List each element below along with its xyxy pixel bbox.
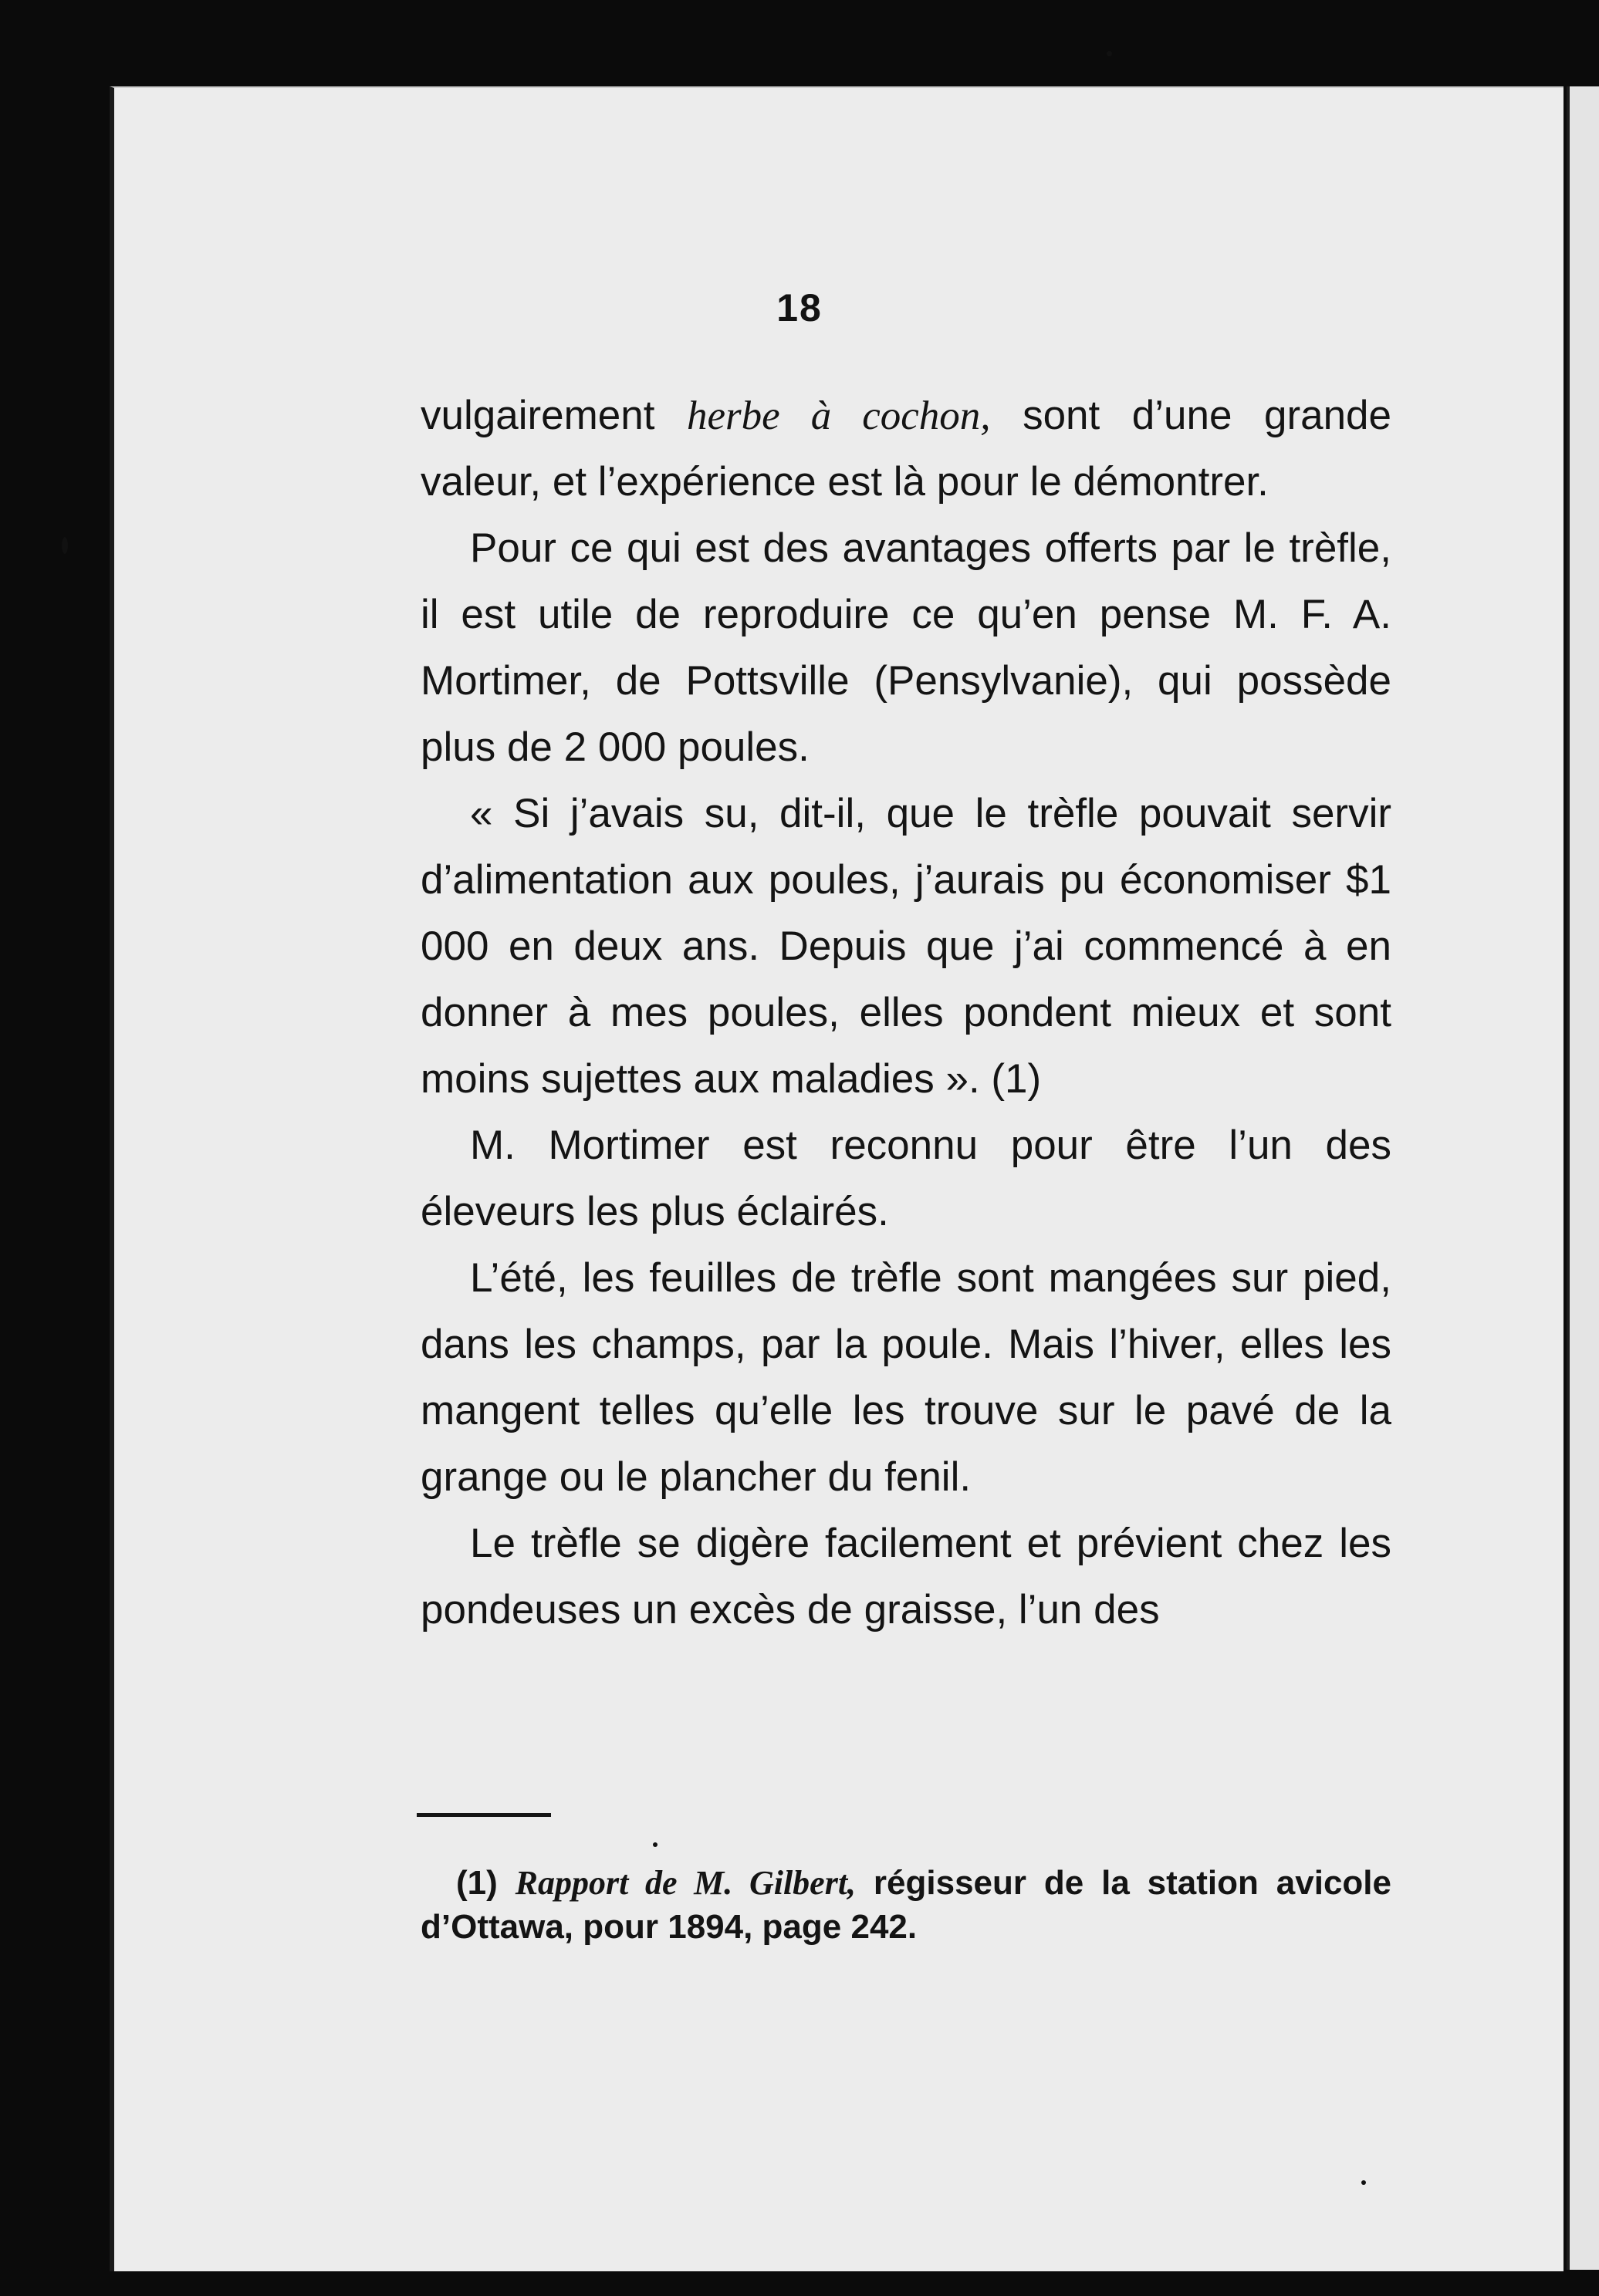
scan-speck: [1107, 51, 1112, 56]
paragraph-2: [421, 515, 1391, 781]
scan-speck: [1361, 2180, 1366, 2185]
paragraph-5: [421, 1245, 1391, 1511]
footnote-body: régisseur de la station avicole d’Ottawa, pour 1894, page 242.: [421, 1864, 1391, 1946]
footnote-marker: (1): [456, 1864, 498, 1902]
footnote: [421, 1861, 1391, 1949]
scan-speck: [653, 1842, 658, 1847]
italic-term: herbe à cochon,: [686, 393, 991, 438]
footnote-text: [421, 1861, 1391, 1949]
page-number: 18: [776, 286, 823, 329]
text-run: L’été, les feuilles de trèfle sont mangées sur pied, dans les champs, par la poule. Mais l’hiver, elles les mangent telles qu’elle les trouve sur le pavé de la grange ou le plancher du fenil.: [421, 1255, 1391, 1500]
footnote-italic-source: Rapport de M. Gilbert,: [515, 1864, 857, 1902]
text-run: « Si j’avais su, dit-il, que le trèfle pouvait servir d’alimentation aux poules, j’aurais pu économiser $1 000 en deux ans. Depuis que j’ai commencé à en donner à mes poules, elles pondent mieux et sont moins sujettes aux maladies ». (1): [421, 791, 1391, 1102]
text-run: vulgairement: [421, 393, 687, 438]
text-run: sont d’une grande valeur, et l’expérience est là pour le démontrer.: [421, 393, 1392, 505]
paragraph-6: [421, 1511, 1391, 1643]
text-run: M. Mortimer est reconnu pour être l’un des éleveurs les plus éclairés.: [421, 1123, 1391, 1234]
paragraph-1: [421, 383, 1391, 515]
text-run: Pour ce qui est des avantages offerts par le trèfle, il est utile de reproduire ce qu’en pense M. F. A. Mortimer, de Pottsville (Pensylvanie), qui possède plus de 2 000 poules.: [421, 525, 1391, 770]
paragraph-4: [421, 1113, 1391, 1245]
body-text: [421, 383, 1391, 1643]
paragraph-3-quote: [421, 781, 1391, 1113]
text-run: Le trèfle se digère facilement et prévient chez les pondeuses un excès de graisse, l’un des: [421, 1521, 1391, 1633]
adjacent-page-edge: [1567, 86, 1599, 2270]
footnote-separator: [417, 1813, 551, 1817]
scan-speck: [62, 537, 68, 554]
